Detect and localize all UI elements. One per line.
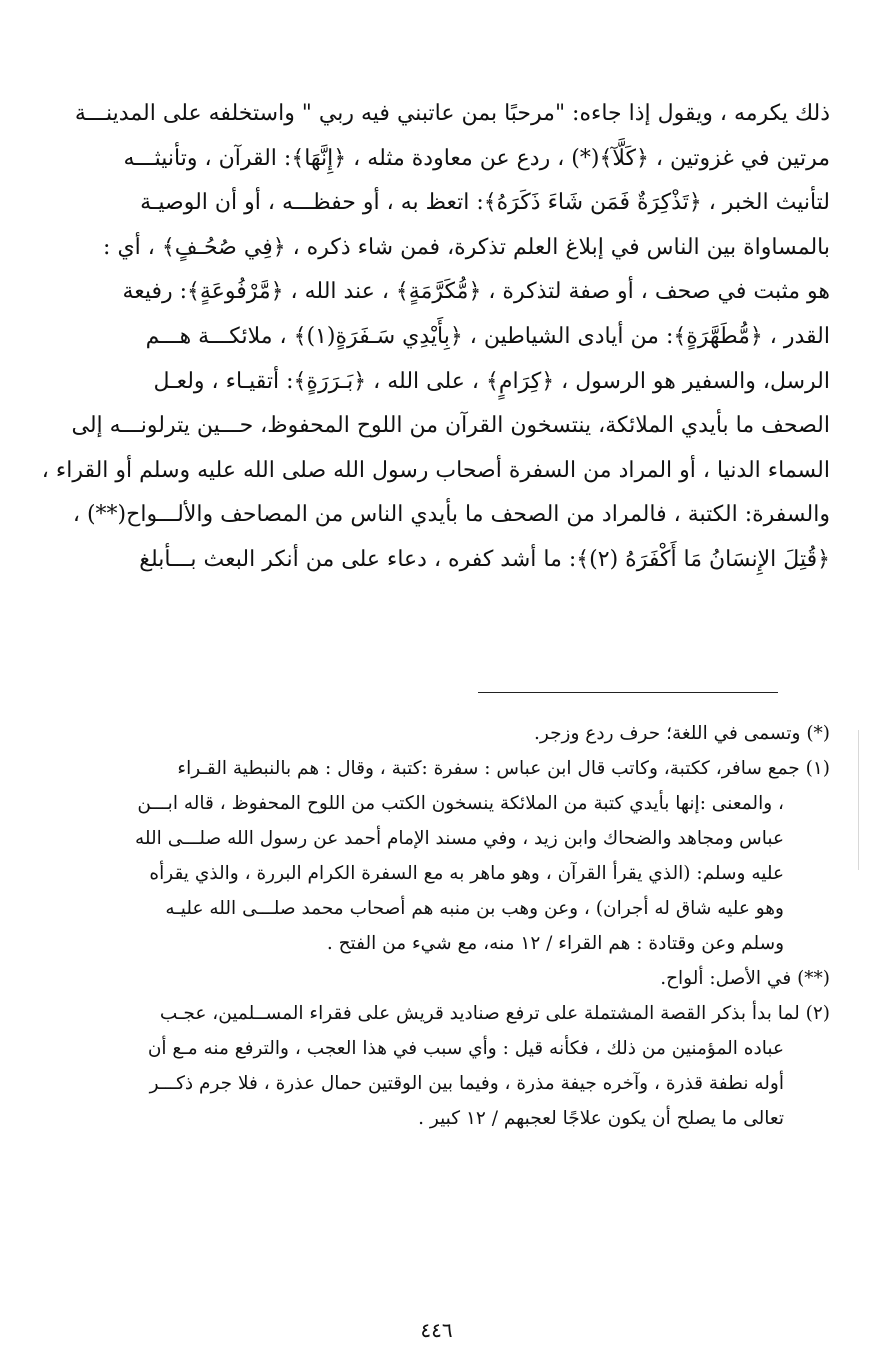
main-text-line: السماء الدنيا ، أو المراد من السفرة أصحاب رسول الله صلى الله عليه وسلم أو القراء ، xyxy=(41,457,830,483)
footnote-line: تعالى ما يصلح أن يكون علاجًا لعجبهم / ١٢ كبير . xyxy=(418,1108,784,1129)
main-text-line: بالمساواة بين الناس في إبلاغ العلم تذكرة، فمن شاء ذكره ، ﴿فِي صُحُـفٍ﴾ ، أي : xyxy=(103,234,830,260)
footnote-line: وهو عليه شاق له أجران) ، وعن وهب بن منبه هم أصحاب محمد صلـــى الله عليـه xyxy=(165,898,784,919)
footnote-star xyxy=(36,716,830,751)
main-text-line: والسفرة: الكتبة ، فالمراد من الصحف ما بأيدي الناس من المصاحف والألـــواح(**) ، xyxy=(72,502,830,528)
footnotes-section xyxy=(36,716,830,1136)
main-text-line: لتأنيث الخبر ، ﴿تَذْكِرَةٌ فَمَن شَاءَ ذَكَرَهُ﴾: اتعظ به ، أو حفظـــه ، أو أن الوصيـة xyxy=(140,190,830,216)
footnote-line: عباده المؤمنين من ذلك ، فكأنه قيل : وأي سبب في هذا العجب ، والترفع منه مـع أن xyxy=(147,1038,784,1059)
footnote-line: عليه وسلم: (الذي يقرأ القرآن ، وهو ماهر به مع السفرة الكرام البررة ، والذي يقرأه xyxy=(149,863,784,884)
main-text-line: الرسل، والسفير هو الرسول ، ﴿كِرَامٍ﴾ ، على الله ، ﴿بَـرَرَةٍ﴾: أتقيـاء ، ولعـل xyxy=(153,368,830,394)
footnote-line: ، والمعنى :إنها بأيدي كتبة من الملائكة ينسخون الكتب من اللوح المحفوظ ، قاله ابـــن xyxy=(137,793,784,814)
main-text-line: القدر ، ﴿مُّطَهَّرَةٍ﴾: من أيادى الشياطين ، ﴿بِأَيْدِي سَـفَرَةٍ(١)﴾ ، ملائكـــة هـــم xyxy=(145,323,830,349)
footnote-line: وسلم وعن وقتادة : هم القراء / ١٢ منه، مع شيء من الفتح . xyxy=(326,933,784,954)
footnote-divider xyxy=(478,692,778,693)
footnote-line: (*) وتسمى في اللغة؛ حرف ردع وزجر. xyxy=(534,723,830,744)
main-text-line: هو مثبت في صحف ، أو صفة لتذكرة ، ﴿مُّكَرَّمَةٍ﴾ ، عند الله ، ﴿مَّرْفُوعَةٍ﴾: رفيعة xyxy=(122,279,830,305)
footnote-line: (٢) لما بدأ بذكر القصة المشتملة على ترفع صناديد قريش على فقراء المســلمين، عجـب xyxy=(159,1003,830,1024)
main-text-body xyxy=(40,92,830,583)
footnote-line: أوله نطفة قذرة ، وآخره جيفة مذرة ، وفيما بين الوقتين حمال عذرة ، فلا جرم ذكـــر xyxy=(149,1073,784,1094)
main-text-line: الصحف ما بأيدي الملائكة، ينتسخون القرآن من اللوح المحفوظ، حـــين يترلونـــه إلى xyxy=(71,413,830,439)
footnote-1 xyxy=(36,751,830,961)
scan-margin-mark xyxy=(858,730,859,870)
footnote-line: (١) جمع سافر، ككتبة، وكاتب قال ابن عباس : سفرة :كتبة ، وقال : هم بالنبطية القـراء xyxy=(177,758,830,779)
footnote-line: (**) في الأصل: ألواح. xyxy=(660,968,830,989)
main-text-line: مرتين في غزوتين ، ﴿كَلَّآ﴾(*) ، ردع عن معاودة مثله ، ﴿إِنَّهَا﴾: القرآن ، وتأنيثـــه xyxy=(123,145,830,171)
main-text-line: ﴿قُتِلَ الإِنسَانُ مَا أَكْفَرَهُ (٢)﴾: ما أشد كفره ، دعاء على من أنكر البعث بـــأبلغ xyxy=(139,546,830,572)
footnote-2 xyxy=(36,996,830,1136)
page-number: ٤٤٦ xyxy=(420,1318,453,1342)
footnote-line: عباس ومجاهد والضحاك وابن زيد ، وفي مسند الإمام أحمد عن رسول الله صلـــى الله xyxy=(135,828,784,849)
main-text-line: ذلك يكرمه ، ويقول إذا جاءه: "مرحبًا بمن عاتبني فيه ربي " واستخلفه على المدينـــة xyxy=(74,101,830,126)
footnote-double-star xyxy=(36,961,830,996)
